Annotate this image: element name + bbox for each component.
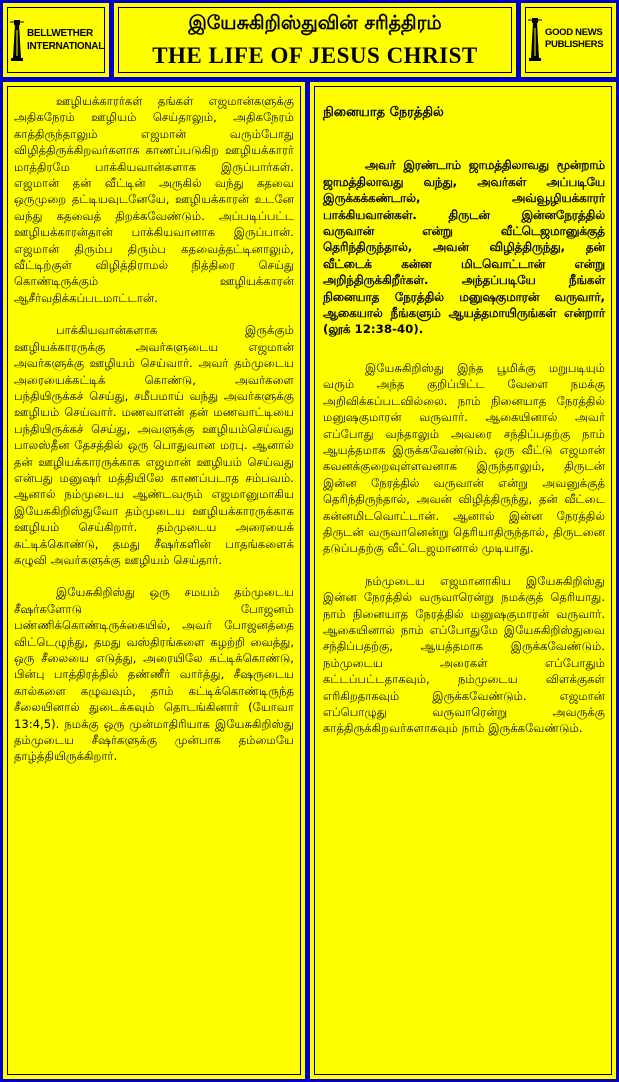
- good-news-logo: [528, 16, 603, 62]
- paragraph: நம்முடைய எஜமானாகிய இயேசுகிறிஸ்து இன்ன நேரத்தில் வருவாரென்று நமக்குத் தெரியாது. நாம் நினையாத நேரத்தில் மனுஷகுமாரன் வருவார். ஆகையினால் நாம் எப்போதுமே இயேசுகிறிஸ்துவை சந்திப்பதற்கு, ஆயத்தமாக இருக்கவேண்டும். நம்முடைய அரைகள் எப்போதும் கட்டப்பட்டதாகவும், நம்முடைய விளக்குகள் எரிகிறதாகவும் இருக்கவேண்டும். எஜமான் எப்பொழுது வருவாரென்று அவருக்கு காத்திருக்கிறவர்களாகவும் நாம் இருக்கவேண்டும்.: [323, 573, 605, 736]
- paragraph: பாக்கியவான்களாக இருக்கும் ஊழியக்காரருக்கு அவர்களுடைய எஜமான் அவர்களுக்கு ஊழியம் செய்வார். அவர் தம்முடைய அரையைக்கட்டிக் கொண்டு, அவர்களை பந்தியிருக்கச் செய்து, சமீபமாய் வந்து அவர்களுக்கு ஊழியம் செய்வார். மணவாளன் தன் மணவாட்டியை பந்தியிருக்கச் செய்து, அவளுக்கு ஊழியம்செய்வது பாலஸ்தீன தேசத்தில் ஒரு பொதுவான மரபு. ஆனால் தன் ஊழியக்காரருக்காக எஜமான் ஊழியம் செய்வது என்பது மனுஷர் மத்தியிலே காணப்படாத சம்பவம். ஆனால் நம்முடைய ஆண்டவரும் எஜமானுமாகிய இயேசுகிறிஸ்துவோ தம்முடைய ஊழியக்காரருக்காக ஊழியம் செய்கிறார். தம்முடைய அரையைக் கட்டிக்கொண்டு, தமது சீஷர்களின் பாதங்களைக் கழுவி அவர்களுக்கு ஊழியம் செய்தார்.: [14, 323, 294, 567]
- logo-line-1: BELLWETHER: [27, 28, 93, 39]
- right-column: [310, 82, 616, 1079]
- left-column-text: [14, 93, 294, 781]
- publisher-logo-right: [521, 3, 616, 77]
- paragraph: இயேசுகிறிஸ்து இந்த பூமிக்கு மறுபடியும் வரும் அந்த குறிப்பிட்ட வேளை நமக்கு அறிவிக்கப்படவில்லை. நாம் நினையாத நேரத்தில் மனுஷகுமாரன் வருவார். ஆகையினால் அவர் எப்போது வந்தாலும் அவரை சந்திப்பதற்கு நாம் ஆயத்தமாக இருக்கவேண்டும். ஒரு வீட்டு எஜமான் கவனக்குறைவுள்ளவனாக இருந்தாலும், திருடன் இன்ன நேரத்தில் வருவான் என்று அவனுக்குத் தெரிந்திருந்தால், அவன் விழித்திருந்து, தன் வீட்டை கன்னமிடவொட்டான். ஆனால் இன்ன நேரத்தில் திருடன் வருவானென்று தெரியாதிருந்தால், திருடனை தடுப்பதற்கு வீட்டெஜமானால் முடியாது.: [323, 360, 605, 556]
- title-tamil: இயேசுகிறிஸ்துவின் சரித்திரம்: [188, 12, 442, 34]
- lighthouse-icon: [10, 18, 24, 62]
- right-column-text: [323, 93, 605, 753]
- scripture-quote: அவர் இரண்டாம் ஜாமத்திலாவது மூன்றாம் ஜாமத்திலாவது வந்து, அவர்கள் அப்படியே இருக்கக்கண்டால், அவ்வூழியக்காரர் பாக்கியவான்கள். திருடன் இன்னநேரத்தில் வருவான் என்று வீட்டெஜமானுக்குத் தெரிந்திருந்தால், அவன் விழித்திருந்து, தன் வீட்டைக் கன்ன மிடவொட்டான் என்று அறிந்திருக்கிறீர்கள். அந்தப்படியே நீங்கள் நினையாத நேரத்தில் மனுஷகுமாரன் வருவார், ஆகையால் நீங்களும் ஆயத்தமாயிருங்கள் என்றார் (லூக் 12:38-40).: [323, 158, 605, 337]
- paragraph: ஊழியக்காரர்கள் தங்கள் எஜமான்களுக்கு அதிகநேரம் ஊழியம் செய்தாலும், அதிகநேரம் காத்திருந்தாலும் எஜமான் வரும்போது விழித்திருக்கிறவர்களாக காணப்படுகிற ஊழியக்காரர் மாத்திரமே பாக்கியவான்களாக இருப்பார்கள். எஜமான் தன் வீட்டின் அருகில் வந்து கதவை ஒருமுறை தட்டியவுடனேயே, ஊழியக்காரன் உடனே வந்து கதவைத் திறக்கவேண்டும். அப்படிப்பட்ட ஊழியக்காரன்தான் பாக்கியவானாக இருப்பான். எஜமான் திரும்ப திரும்ப கதவைத்தட்டினாலும், வீட்டிற்குள் விழித்திராமல் நித்திரை செய்து கொண்டிருக்கும் ஊழியக்காரன் ஆசீர்வதிக்கப்படமாட்டான்.: [14, 94, 294, 305]
- logo-line-2: INTERNATIONAL: [27, 41, 105, 52]
- lighthouse-icon: [528, 16, 542, 62]
- title-banner: [114, 3, 516, 77]
- logo-line-1: GOOD NEWS: [545, 27, 603, 38]
- title-english: THE LIFE OF JESUS CHRIST: [152, 43, 478, 68]
- publisher-logo-left: [3, 3, 109, 77]
- bellwether-logo: [10, 18, 104, 62]
- logo-line-2: PUBLISHERS: [545, 39, 604, 50]
- section-heading: நினையாத நேரத்தில்: [323, 105, 444, 120]
- frame: [118, 7, 512, 73]
- paragraph: இயேசுகிறிஸ்து ஒரு சமயம் தம்முடைய சீஷர்களோடு போஜனம் பண்ணிக்கொண்டிருக்கையில், அவர் போஜனத்தை விட்டெழுந்து, தமது வஸ்திரங்களை கழற்றி வைத்து, ஒரு சீலையை எடுத்து, அரையிலே கட்டிக்கொண்டு, பின்பு பாத்திரத்தில் தண்ணீர் வார்த்து, சீஷருடைய கால்களை கழுவவும், தாம் கட்டிக்கொண்டிருந்த சீலையினால் துடைக்கவும் தொடங்கினார் (யோவா 13:4,5). நமக்கு ஒரு முன்மாதிரியாக இயேசுகிறிஸ்து தம்முடைய சீஷர்களுக்கு முன்பாக தம்மையே தாழ்த்தியிருக்கிறார்.: [14, 585, 294, 764]
- left-column: [3, 82, 305, 1079]
